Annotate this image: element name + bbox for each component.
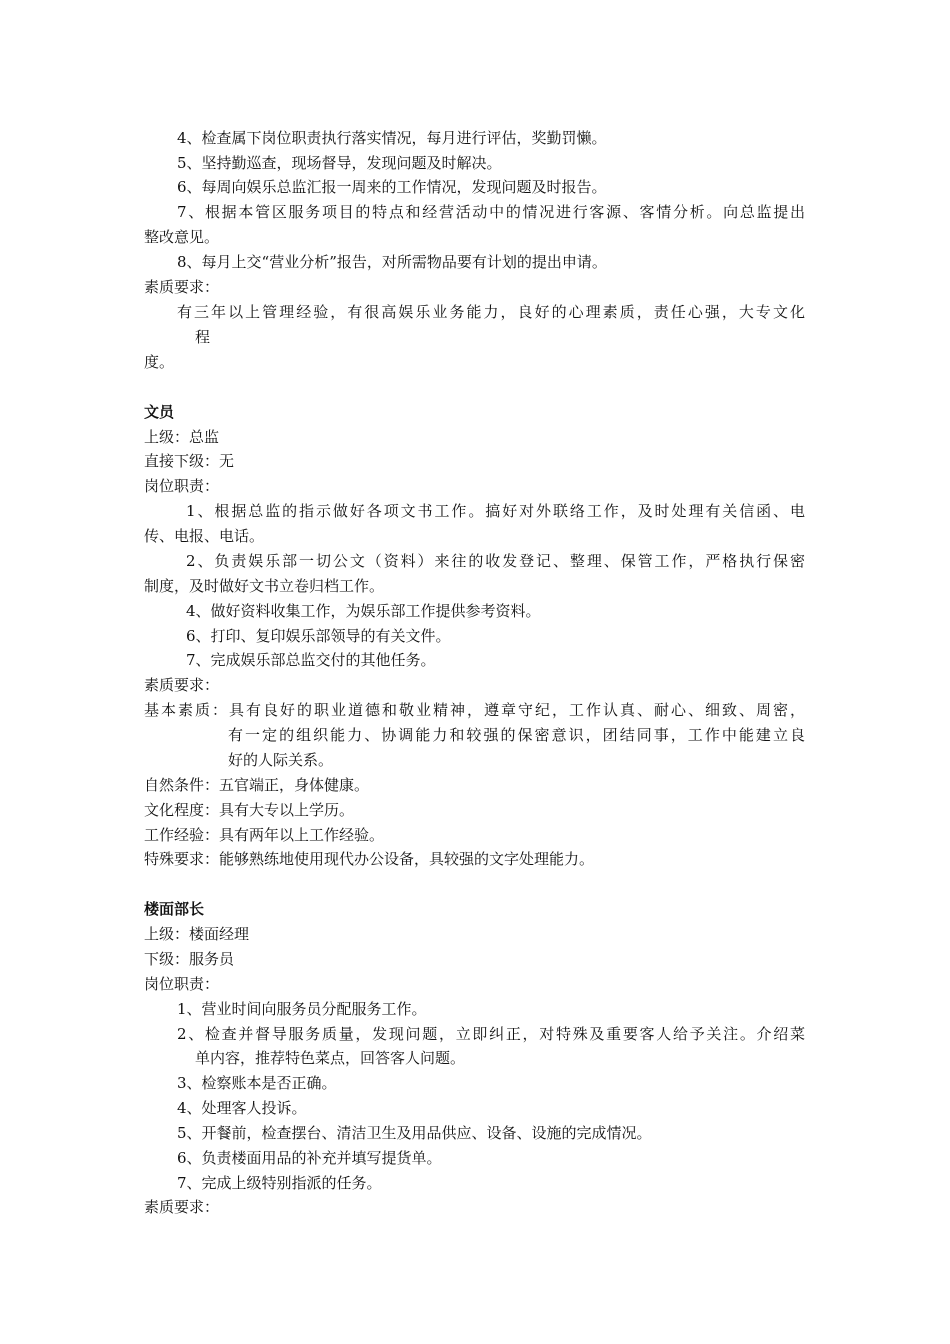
- clerk-duty-1-cont: 传、电报、电话。: [144, 527, 265, 545]
- duty-item-7-cont: 整改意见。: [144, 228, 220, 246]
- clerk-subordinate: 直接下级：无: [144, 452, 235, 470]
- clerk-basic-quality-end: 好的人际关系。: [228, 751, 334, 769]
- quality-text-wrap: 程: [195, 328, 211, 346]
- clerk-duty-4: 4、做好资料收集工作，为娱乐部工作提供参考资料。: [186, 602, 541, 620]
- captain-superior: 上级：楼面经理: [144, 925, 250, 943]
- captain-subordinate: 下级：服务员: [144, 950, 235, 968]
- clerk-duty-7: 7、完成娱乐部总监交付的其他任务。: [186, 651, 436, 669]
- captain-duty-4: 4、处理客人投诉。: [177, 1099, 307, 1117]
- clerk-special-requirement: 特殊要求：能够熟练地使用现代办公设备，具较强的文字处理能力。: [144, 850, 595, 868]
- clerk-duties-label: 岗位职责：: [144, 477, 220, 495]
- quality-text: 有三年以上管理经验，有很高娱乐业务能力，良好的心理素质，责任心强，大专文化: [177, 303, 805, 321]
- duty-item-4: 4、检查属下岗位职责执行落实情况，每月进行评估，奖勤罚懒。: [177, 129, 607, 147]
- captain-duty-1: 1、营业时间向服务员分配服务工作。: [177, 1000, 427, 1018]
- captain-duty-6: 6、负责楼面用品的补充并填写提货单。: [177, 1149, 442, 1167]
- clerk-natural-condition: 自然条件：五官端正，身体健康。: [144, 776, 370, 794]
- captain-duty-5: 5、开餐前，检查摆台、清洁卫生及用品供应、设备、设施的完成情况。: [177, 1124, 652, 1142]
- clerk-duty-1: 1、根据总监的指示做好各项文书工作。搞好对外联络工作，及时处理有关信函、电: [186, 502, 805, 520]
- captain-duty-2-cont: 单内容，推荐特色菜点，回答客人问题。: [195, 1049, 466, 1067]
- clerk-basic-quality-cont: 有一定的组织能力、协调能力和较强的保密意识，团结同事，工作中能建立良: [228, 726, 805, 744]
- clerk-superior: 上级：总监: [144, 428, 220, 446]
- section-title-clerk: 文员: [144, 403, 175, 421]
- clerk-basic-quality: 基本素质：具有良好的职业道德和敬业精神，遵章守纪，工作认真、耐心、细致、周密，: [144, 701, 805, 719]
- clerk-education: 文化程度：具有大专以上学历。: [144, 801, 355, 819]
- clerk-duty-2: 2、负责娱乐部一切公文（资料）来往的收发登记、整理、保管工作，严格执行保密: [186, 552, 805, 570]
- duty-item-7: 7、根据本管区服务项目的特点和经营活动中的情况进行客源、客情分析。向总监提出: [177, 203, 805, 221]
- clerk-duty-6: 6、打印、复印娱乐部领导的有关文件。: [186, 627, 451, 645]
- captain-quality-label: 素质要求：: [144, 1198, 220, 1216]
- captain-duties-label: 岗位职责：: [144, 975, 220, 993]
- section-title-floor-captain: 楼面部长: [144, 900, 205, 918]
- captain-duty-3: 3、检察账本是否正确。: [177, 1074, 337, 1092]
- duty-item-5: 5、坚持勤巡查，现场督导，发现问题及时解决。: [177, 154, 502, 172]
- quality-text-end: 度。: [144, 353, 175, 371]
- clerk-quality-label: 素质要求：: [144, 676, 220, 694]
- duty-item-8: 8、每月上交“营业分析”报告，对所需物品要有计划的提出申请。: [177, 253, 607, 271]
- captain-duty-2: 2、检查并督导服务质量，发现问题，立即纠正，对特殊及重要客人给予关注。介绍菜: [177, 1025, 805, 1043]
- clerk-experience: 工作经验：具有两年以上工作经验。: [144, 826, 385, 844]
- clerk-duty-2-cont: 制度，及时做好文书立卷归档工作。: [144, 577, 385, 595]
- quality-label: 素质要求：: [144, 278, 220, 296]
- duty-item-6: 6、每周向娱乐总监汇报一周来的工作情况，发现问题及时报告。: [177, 178, 607, 196]
- captain-duty-7: 7、完成上级特别指派的任务。: [177, 1174, 382, 1192]
